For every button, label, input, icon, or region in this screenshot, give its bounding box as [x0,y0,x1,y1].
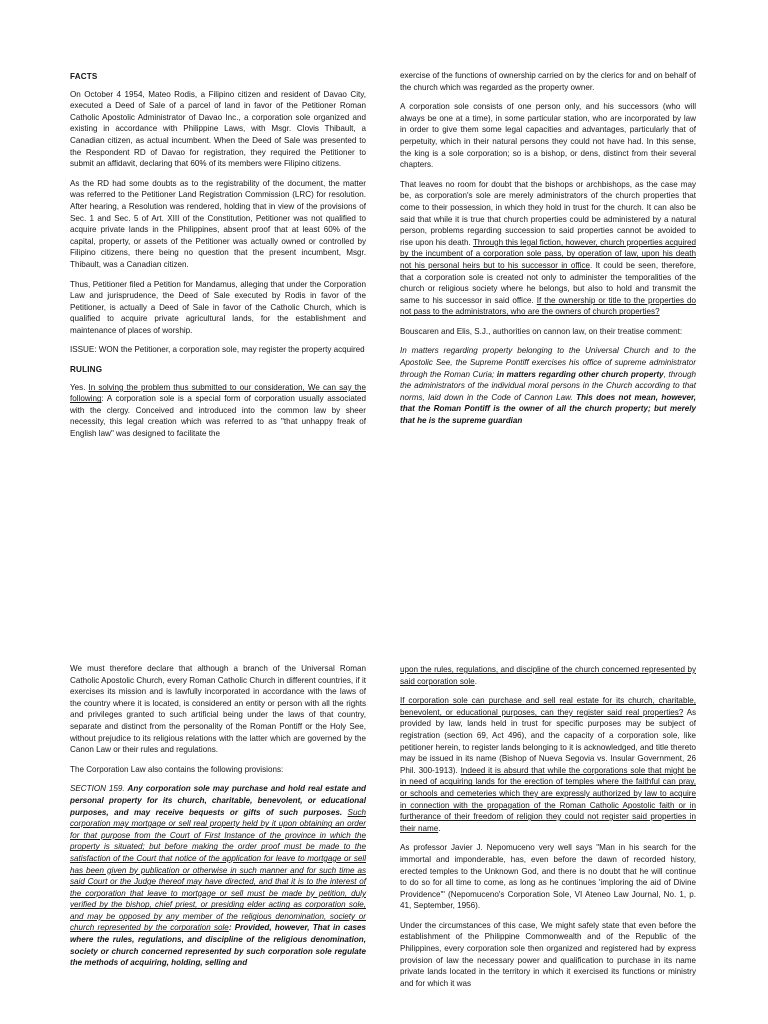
registration-question-underlined: If corporation sole can purchase and sell real estate for its church, charitable, benevolent, or educational purposes, can they register said real properties? [400,696,696,717]
registration-period: . [438,823,441,833]
registration-paragraph [400,695,696,834]
discipline-period: . [474,676,477,686]
discipline-continuation-paragraph [400,664,696,687]
absurd-underlined: Indeed it is absurd that while the corporations sole that might be in need of acquiring lands for the erection of temples where the faithful can pray, or schools and cemeteries which they are expressly authorized by law to acquire in connection with the propagation of the Roman Catholic Apostolic faith or in furtherance of their freedom of religion they could not register said properties in their name [400,765,696,833]
ruling-paragraph [70,382,366,440]
declaration-paragraph: We must therefore declare that although a branch of the Universal Roman Catholic Apostolic Church, every Roman Catholic Church in different countries, if it exercises its mission and is lawfully incorporated in accordance with the laws of the country where it is located, is considered an entity or person with all the rights and privileges granted to such artificial being under the laws of that country, separate and distinct from the personality of the Roman Pontiff or the Holy See, without prejudice to its religious relations with the latter which are governed by the Canon Law or their rules and regulations. [70,664,366,755]
nepomuceno-paragraph: As professor Javier J. Nepomuceno very well says "Man in his search for the immortal and imponderable, has, even before the dawn of recorded history, erected temples to the Unknown God, and there is no doubt that he will continue to do so for all time to come, as long as he continues 'imploring the aid of Divine Providence'" (Nepomuceno's Corporation Sole, VI Ateneo Law Journal, No. 1, p. 41, September, 1956). [400,843,696,911]
continuation-paragraph: exercise of the functions of ownership carried on by the clerics for and on behalf of the church which was regarded as the property owner. [400,71,696,92]
page2-right-column [400,664,696,997]
section-159-underlined-italic: Such corporation may mortgage or sell real property held by it upon obtaining an order for that purpose from the Court of First Instance of the province in which the property is situated; but before making the order proof must be made to the satisfaction of the Court that notice of the application for leave to mortgage or sell has been given by publication or otherwise in such manner and for such time as said Court or the Judge thereof may have directed, and that it is to the interest of the corporation that leave to mortgage or sell must be made by petition, duly verified by the bishop, chief priest, or presiding elder acting as corporation sole, and may be opposed by any member of the religious denomination, society or church represented by the corporation sole [70,807,366,933]
section-159-paragraph [70,783,366,969]
ruling-yes: Yes. [70,382,86,392]
corporation-sole-definition-paragraph: A corporation sole consists of one person only, and his successors (who will always be one at a time), in some particular station, who are incorporated by law in order to give them some legal capacities and advantages, particularly that of perpetuity, which in their natural persons they could not have had. In this sense, the king is a sole corporation; so is a bishop, or dens, distinct from their several chapters. [400,102,696,170]
discipline-underlined: upon the rules, regulations, and discipline of the church concerned represented by said corporation sole [400,665,696,686]
ownership-question-underlined: If the ownership or title to the properties do not pass to the administrators, who are the owners of church properties? [400,295,696,317]
canon-law-quote [400,345,696,426]
registration-body: As provided by law, lands held in trust for specific purposes may be subject of registration (section 69, Act 496), and the capacity of a corporation sole, like petitioner herein, to register lands belonging to it is acknowledged, and title thereto may be issued in its name (Bishop of Nueva Segovia vs. Insular Government, 26 Phil. 300-1913). [400,707,697,775]
ruling-underlined-text: In solving the problem thus submitted to our consideration, We can say the following [70,382,366,404]
document-page-2 [0,512,768,1024]
ruling-body-text: : A corporation sole is a special form of corporation usually associated with the clergy. Conceived and introduced into the common law by sheer necessity, this legal creation which was referred to as "that unhappy freak of English law" was designed to facilitate the [70,394,366,439]
bishops-administrators-paragraph [400,179,696,318]
mandamus-paragraph: Thus, Petitioner filed a Petition for Mandamus, alleging that under the Corporation Law and jurisprudence, the Deed of Sale executed by Rodis in favor of the Petitioner, is actually a Deed of Sale in favor of the Catholic Church, which is qualified to acquire private agricultural lands, for the establishment and maintenance of places of worship. [70,279,366,335]
corporation-law-paragraph: The Corporation Law also contains the following provisions: [70,764,284,774]
page1-right-column [400,70,696,435]
facts-heading: FACTS [70,72,98,81]
quote-italic-1: In matters regarding property belonging to the Universal Church and to the Apostolic See, the Supreme Pontiff exercises his office of supreme administrator through the Roman Curia; [400,346,696,379]
section-159-bold-italic: Any corporation sole may purchase and hold real estate and personal property for its church, charitable, benevolent, or educational purposes, and may receive bequests or gifts of such purposes. [70,784,366,817]
quote-bold-italic-2: This does not mean, however, that the Roman Pontiff is the owner of all the church property; but merely that he is the supreme guardian [400,392,697,426]
bouscaren-paragraph: Bouscaren and Elis, S.J., authorities on cannon law, on their treatise comment: [400,326,683,336]
page1-left-column [70,71,366,448]
issue-paragraph: ISSUE: WON the Petitioner, a corporation sole, may register the property acquired [70,345,365,355]
circumstances-paragraph: Under the circumstances of this case, We might safely state that even before the establishment of the Philippine Commonwealth and of the Republic of the Philippines, every corporation sole then organized and registered had by express provision of law the necessary power and qualification to purchase in its name private lands located in the territory in which it exercised its functions or ministry and for which it was [400,920,696,988]
legal-fiction-underlined: Through this legal fiction, however, church properties acquired by the incumbent of a corporation sole pass, by operation of law, upon his death not his personal heirs but to his successor in office [400,237,696,270]
section-159-label: SECTION 159. [70,784,125,794]
rd-doubts-paragraph: As the RD had some doubts as to the registrability of the document, the matter was referred to the Petitioner Land Registration Commission (LRC) for resolution. After hearing, a Resolution was rendered, holding that in view of the provisions of Sec. 1 and Sec. 5 of Art. XIII of the Constitution, Petitioner was not qualified to acquire private lands in the Philippines, absent proof that at least 60% of the capital, property, or assets of the Petitioner was actually owned or controlled by Filipino citizens, there being no question that the present incumbent, Msgr. Thibault, was a Canadian citizen. [70,178,366,269]
bishops-text: That leaves no room for doubt that the bishops or archbishops, as the case may be, as corporation's sole are merely administrators of the church properties that come to their possession, in which they hold in trust for the church. It can also be said that while it is true that church properties could be administered by a natural person, problems regarding succession to said properties cannot be avoided to rise upon his death. [400,179,696,247]
section-159-proviso: : Provided, however, That in cases where the rules, regulations, and discipline of the religious denomination, society or church concerned represented by such corporation sole regulate the methods of acquiring, holding, selling and [70,923,366,968]
quote-bold-italic-1: in matters regarding other church property [496,369,664,379]
ruling-heading: RULING [70,365,103,375]
quote-italic-2: , through the administrators of the individual moral persons in the Church according to that norms, laid down in the Code of Cannon Law. [400,369,696,402]
page2-left-column [70,663,366,977]
facts-paragraph: On October 4 1954, Mateo Rodis, a Filipino citizen and resident of Davao City, executed a Deed of Sale of a parcel of land in favor of the Petitioner Roman Catholic Apostolic Administrator of Davao Inc., a corporation sole organized and existing in accordance with Philippine Laws, with Msgr. Clovis Thibault, a Canadian citizen, as actual incumbent. When the Deed of Sale was presented to the Respondent RD of Davao for registration, they required the Petitioner to submit an affidavit, declaring that 60% of its members were Filipino citizens. [70,89,366,169]
successor-text: . It could be seen, therefore, that a corporation sole is created not only to administer the temporalities of the church or religious society where he belongs, but also to hold and transmit the same to his successor in said office. [400,260,696,305]
